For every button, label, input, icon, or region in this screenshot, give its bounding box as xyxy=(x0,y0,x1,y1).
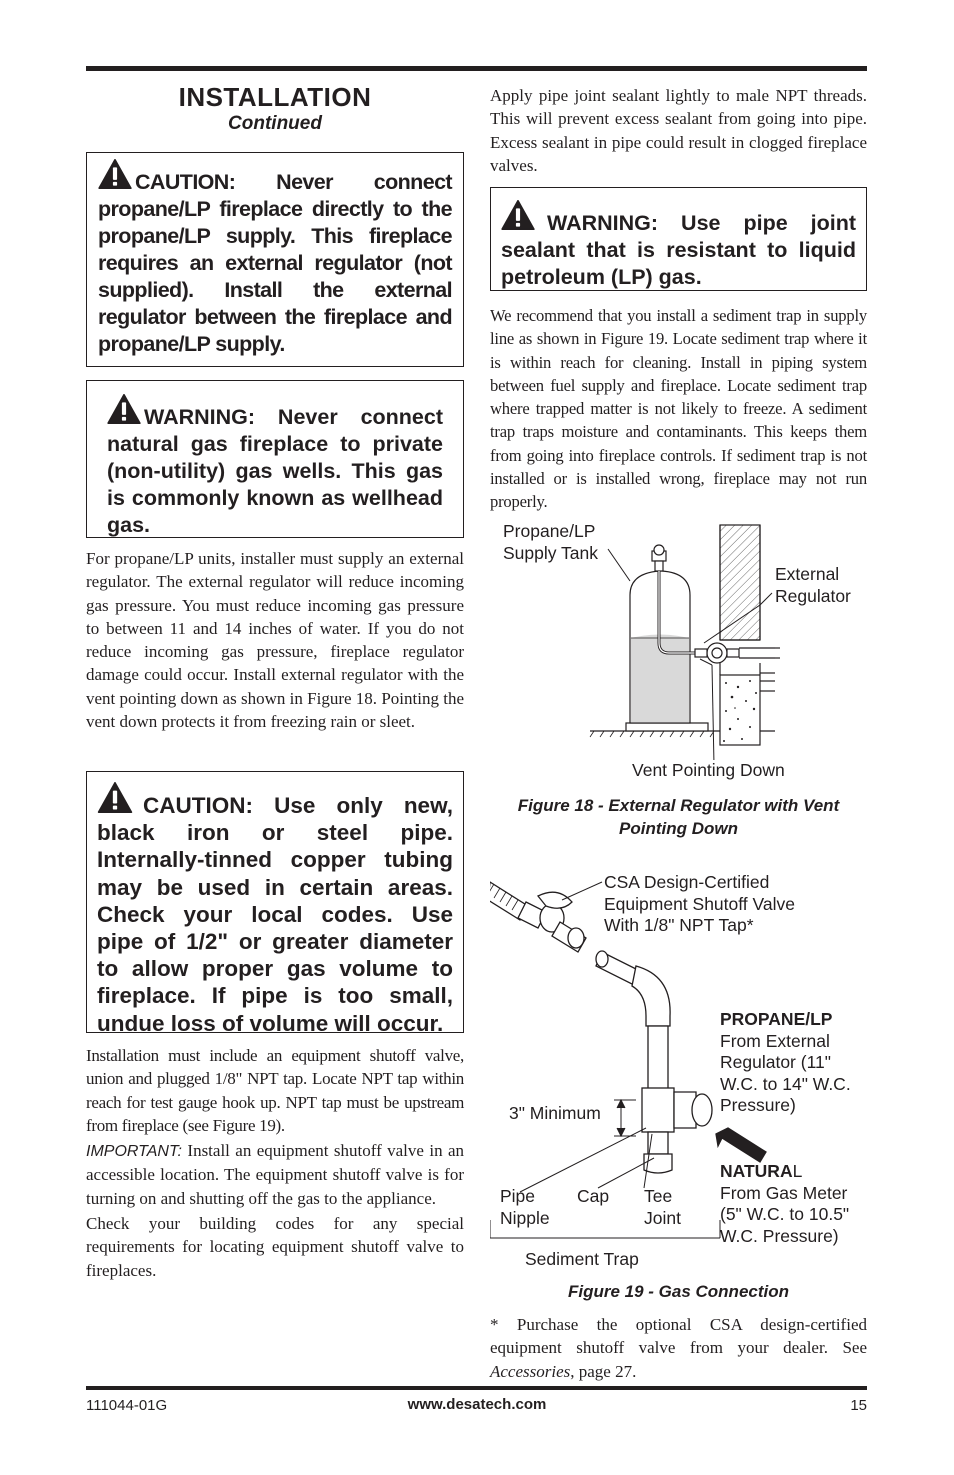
fig19-valve-label-line2: Equipment Shutoff Valve xyxy=(604,893,796,914)
propane-paragraph xyxy=(86,547,464,733)
figure-18-caption xyxy=(490,794,867,840)
fig19-propane-line3: W.C. to 14" W.C. xyxy=(720,1073,851,1094)
fig19-tee-label-line1: Tee xyxy=(644,1186,673,1206)
fig19-natural-line2: (5" W.C. to 10.5" xyxy=(720,1204,850,1224)
fig18-regulator-label-line1: External xyxy=(775,564,840,584)
accessories-reference: Accessories xyxy=(490,1361,571,1381)
fig19-tee-joint-label xyxy=(644,1186,681,1229)
sediment-paragraph-text: We recommend that you install a sediment trap in supply line as shown in Figure 19. Locate sediment trap where it is within reach for cleaning. Install in piping system between fuel supply and fireplace. Locate sediment trap where trapped matter is not likely to freeze. A sediment trap traps moisture and contaminants. This keeps them from going into fireplace controls. If sediment trap is not installed or is installed wrong, fireplace may not run properly. xyxy=(490,306,867,512)
fig18-regulator-label xyxy=(775,564,851,607)
important-paragraph-text: Install an equipment shutoff valve in an accessible location. The equipment shutoff valve is for turning on and shutting off the gas to the appliance. xyxy=(86,1141,465,1208)
important-label: IMPORTANT: xyxy=(86,1143,182,1161)
warning-triangle-icon xyxy=(98,159,132,189)
fig18-tank-label-line1: Propane/LP xyxy=(503,521,596,541)
sealant-paragraph xyxy=(490,84,867,177)
fig19-propane-line4: Pressure) xyxy=(720,1095,796,1115)
fig19-natural-heading: NATURA xyxy=(720,1161,793,1181)
fig19-pipe-label-line2: Nipple xyxy=(500,1207,550,1228)
fig19-natural-heading-tail: L xyxy=(792,1161,803,1181)
footnote-text-end: , page 27. xyxy=(570,1361,637,1381)
fig19-pipe-nipple-label xyxy=(500,1186,550,1229)
page-title: INSTALLATION xyxy=(178,82,372,112)
fig19-natural-label xyxy=(720,1161,849,1247)
caution-regulator-text: CAUTION: Never connect propane/LP fireplace directly to the propane/LP supply. This fireplace requires an external regulator (not supplied). Install the external regulator between the fireplace and propane/LP supply. xyxy=(98,170,452,356)
fig19-sediment-trap-label: Sediment Trap xyxy=(525,1249,639,1269)
fig19-propane-line2: Regulator (11" xyxy=(720,1052,831,1072)
caution-box-pipe xyxy=(86,771,464,1036)
propane-paragraph-text: For propane/LP units, installer must supply an external regulator. The external regulator will reduce incoming gas pressure. You must reduce incoming gas pressure to between 11 and 14 inches of water. If you do not reduce incoming gas pressure, fireplace regulator damage could occur. Install external regulator with the vent pointing down as shown in Figure 18. Pointing the vent down protects it from freezing rain or sleet. xyxy=(86,549,464,732)
codes-paragraph-text: Check your building codes for any special requirements for locating equipment shutoff valve to fireplaces. xyxy=(86,1214,464,1280)
fig19-propane-heading: PROPANE/LP xyxy=(720,1009,833,1029)
fig18-tank-label xyxy=(503,521,598,564)
doc-number: 111044-01G xyxy=(86,1397,168,1414)
fig18-vent-label: Vent Pointing Down xyxy=(632,760,785,780)
figure-18-caption-line2: Pointing Down xyxy=(619,819,738,838)
warning-triangle-icon xyxy=(501,200,535,230)
page-number: 15 xyxy=(850,1397,867,1414)
caution-pipe-text: CAUTION: Use only new, black iron or steel pipe. Internally-tinned copper tubing may be used in certain areas. Check your local codes. Use pipe of 1/2" or greater diameter to allow proper gas volume to fireplace. If pipe is too small, undue loss of volume will occur. xyxy=(97,793,453,1036)
caution-box-regulator xyxy=(86,152,464,367)
fig19-propane-line1: From External xyxy=(720,1030,830,1051)
fig19-natural-line3: W.C. Pressure) xyxy=(720,1225,839,1246)
install-paragraph-text: Installation must include an equipment shutoff valve, union and plugged 1/8" NPT tap. Locate NPT tap within reach for test gauge hook up. NPT tap must be upstream from fireplace (see Figure 19). xyxy=(86,1046,464,1135)
fig19-minimum-label: 3" Minimum xyxy=(509,1103,601,1123)
sediment-paragraph xyxy=(490,304,867,514)
fig19-valve-label xyxy=(604,872,795,937)
figure-18-caption-line1: Figure 18 - External Regulator with Vent xyxy=(517,796,840,815)
warning-wells-text: WARNING: Never connect natural gas fireplace to private (non-utility) gas wells. This gas is commonly known as wellhead gas. xyxy=(107,405,443,537)
fig19-valve-label-line3: With 1/8" NPT Tap* xyxy=(604,915,754,935)
fig19-natural-line1: From Gas Meter xyxy=(720,1182,848,1203)
warning-box-wells xyxy=(86,380,464,538)
website-link[interactable]: www.desatech.com xyxy=(407,1396,547,1413)
warning-box-sealant xyxy=(490,187,867,291)
fig19-propane-label xyxy=(720,1009,851,1117)
install-paragraphs xyxy=(86,1044,464,1282)
fig19-valve-label-line1: CSA Design-Certified xyxy=(604,872,770,892)
page-subtitle: Continued xyxy=(228,113,322,134)
footnote xyxy=(490,1313,867,1383)
footnote-text: * Purchase the optional CSA design-certified equipment shutoff valve from your dealer. See xyxy=(490,1315,867,1358)
fig18-regulator-label-line2: Regulator xyxy=(775,585,851,606)
warning-sealant-text: WARNING: Use pipe joint sealant that is resistant to liquid petroleum (LP) gas. xyxy=(501,211,856,289)
fig19-tee-label-line2: Joint xyxy=(644,1207,681,1228)
fig19-pipe-label-line1: Pipe xyxy=(500,1186,536,1206)
figure-19-caption: Figure 19 - Gas Connection xyxy=(567,1282,790,1301)
warning-triangle-icon xyxy=(107,394,141,424)
bottom-rule xyxy=(86,1386,867,1390)
sealant-paragraph-text: Apply pipe joint sealant lightly to male NPT threads. This will prevent excess sealant from going into pipe. Excess sealant in pipe could result in clogged fireplace valves. xyxy=(490,86,867,175)
warning-triangle-icon xyxy=(97,782,133,813)
fig18-tank-label-line2: Supply Tank xyxy=(503,542,599,563)
top-rule xyxy=(86,66,867,71)
fig19-cap-label: Cap xyxy=(577,1186,610,1206)
